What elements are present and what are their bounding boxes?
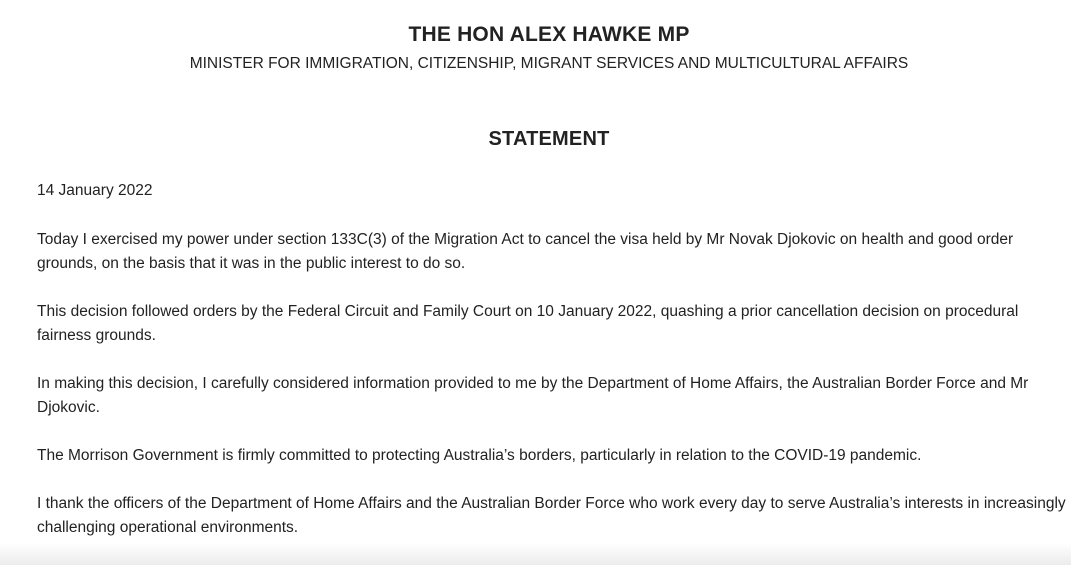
bottom-fade: [0, 543, 1071, 565]
statement-paragraph: Today I exercised my power under section 133C(3) of the Migration Act to cancel the visa held by Mr Novak Djokovic on health and good order grounds, on the basis that it was in the public interest to do so.: [37, 231, 1014, 272]
statement-paragraph: This decision followed orders by the Federal Circuit and Family Court on 10 January 2022, quashing a prior cancellation decision on procedural fairness grounds.: [37, 303, 1019, 344]
minister-portfolio-title: MINISTER FOR IMMIGRATION, CITIZENSHIP, MIGRANT SERVICES AND MULTICULTURAL AFFAIRS: [189, 55, 909, 72]
statement-paragraph: The Morrison Government is firmly committed to protecting Australia’s borders, particularly in relation to the COVID-19 pandemic.: [37, 447, 922, 464]
statement-paragraph: I thank the officers of the Department of Home Affairs and the Australian Border Force who work every day to serve Australia’s interests in increasingly challenging operational environments.: [37, 495, 1066, 536]
statement-paragraph: In making this decision, I carefully considered information provided to me by the Department of Home Affairs, the Australian Border Force and Mr Djokovic.: [37, 375, 1029, 416]
minister-name: THE HON ALEX HAWKE MP: [408, 23, 690, 46]
statement-date: 14 January 2022: [37, 182, 153, 199]
statement-heading: STATEMENT: [488, 128, 610, 150]
